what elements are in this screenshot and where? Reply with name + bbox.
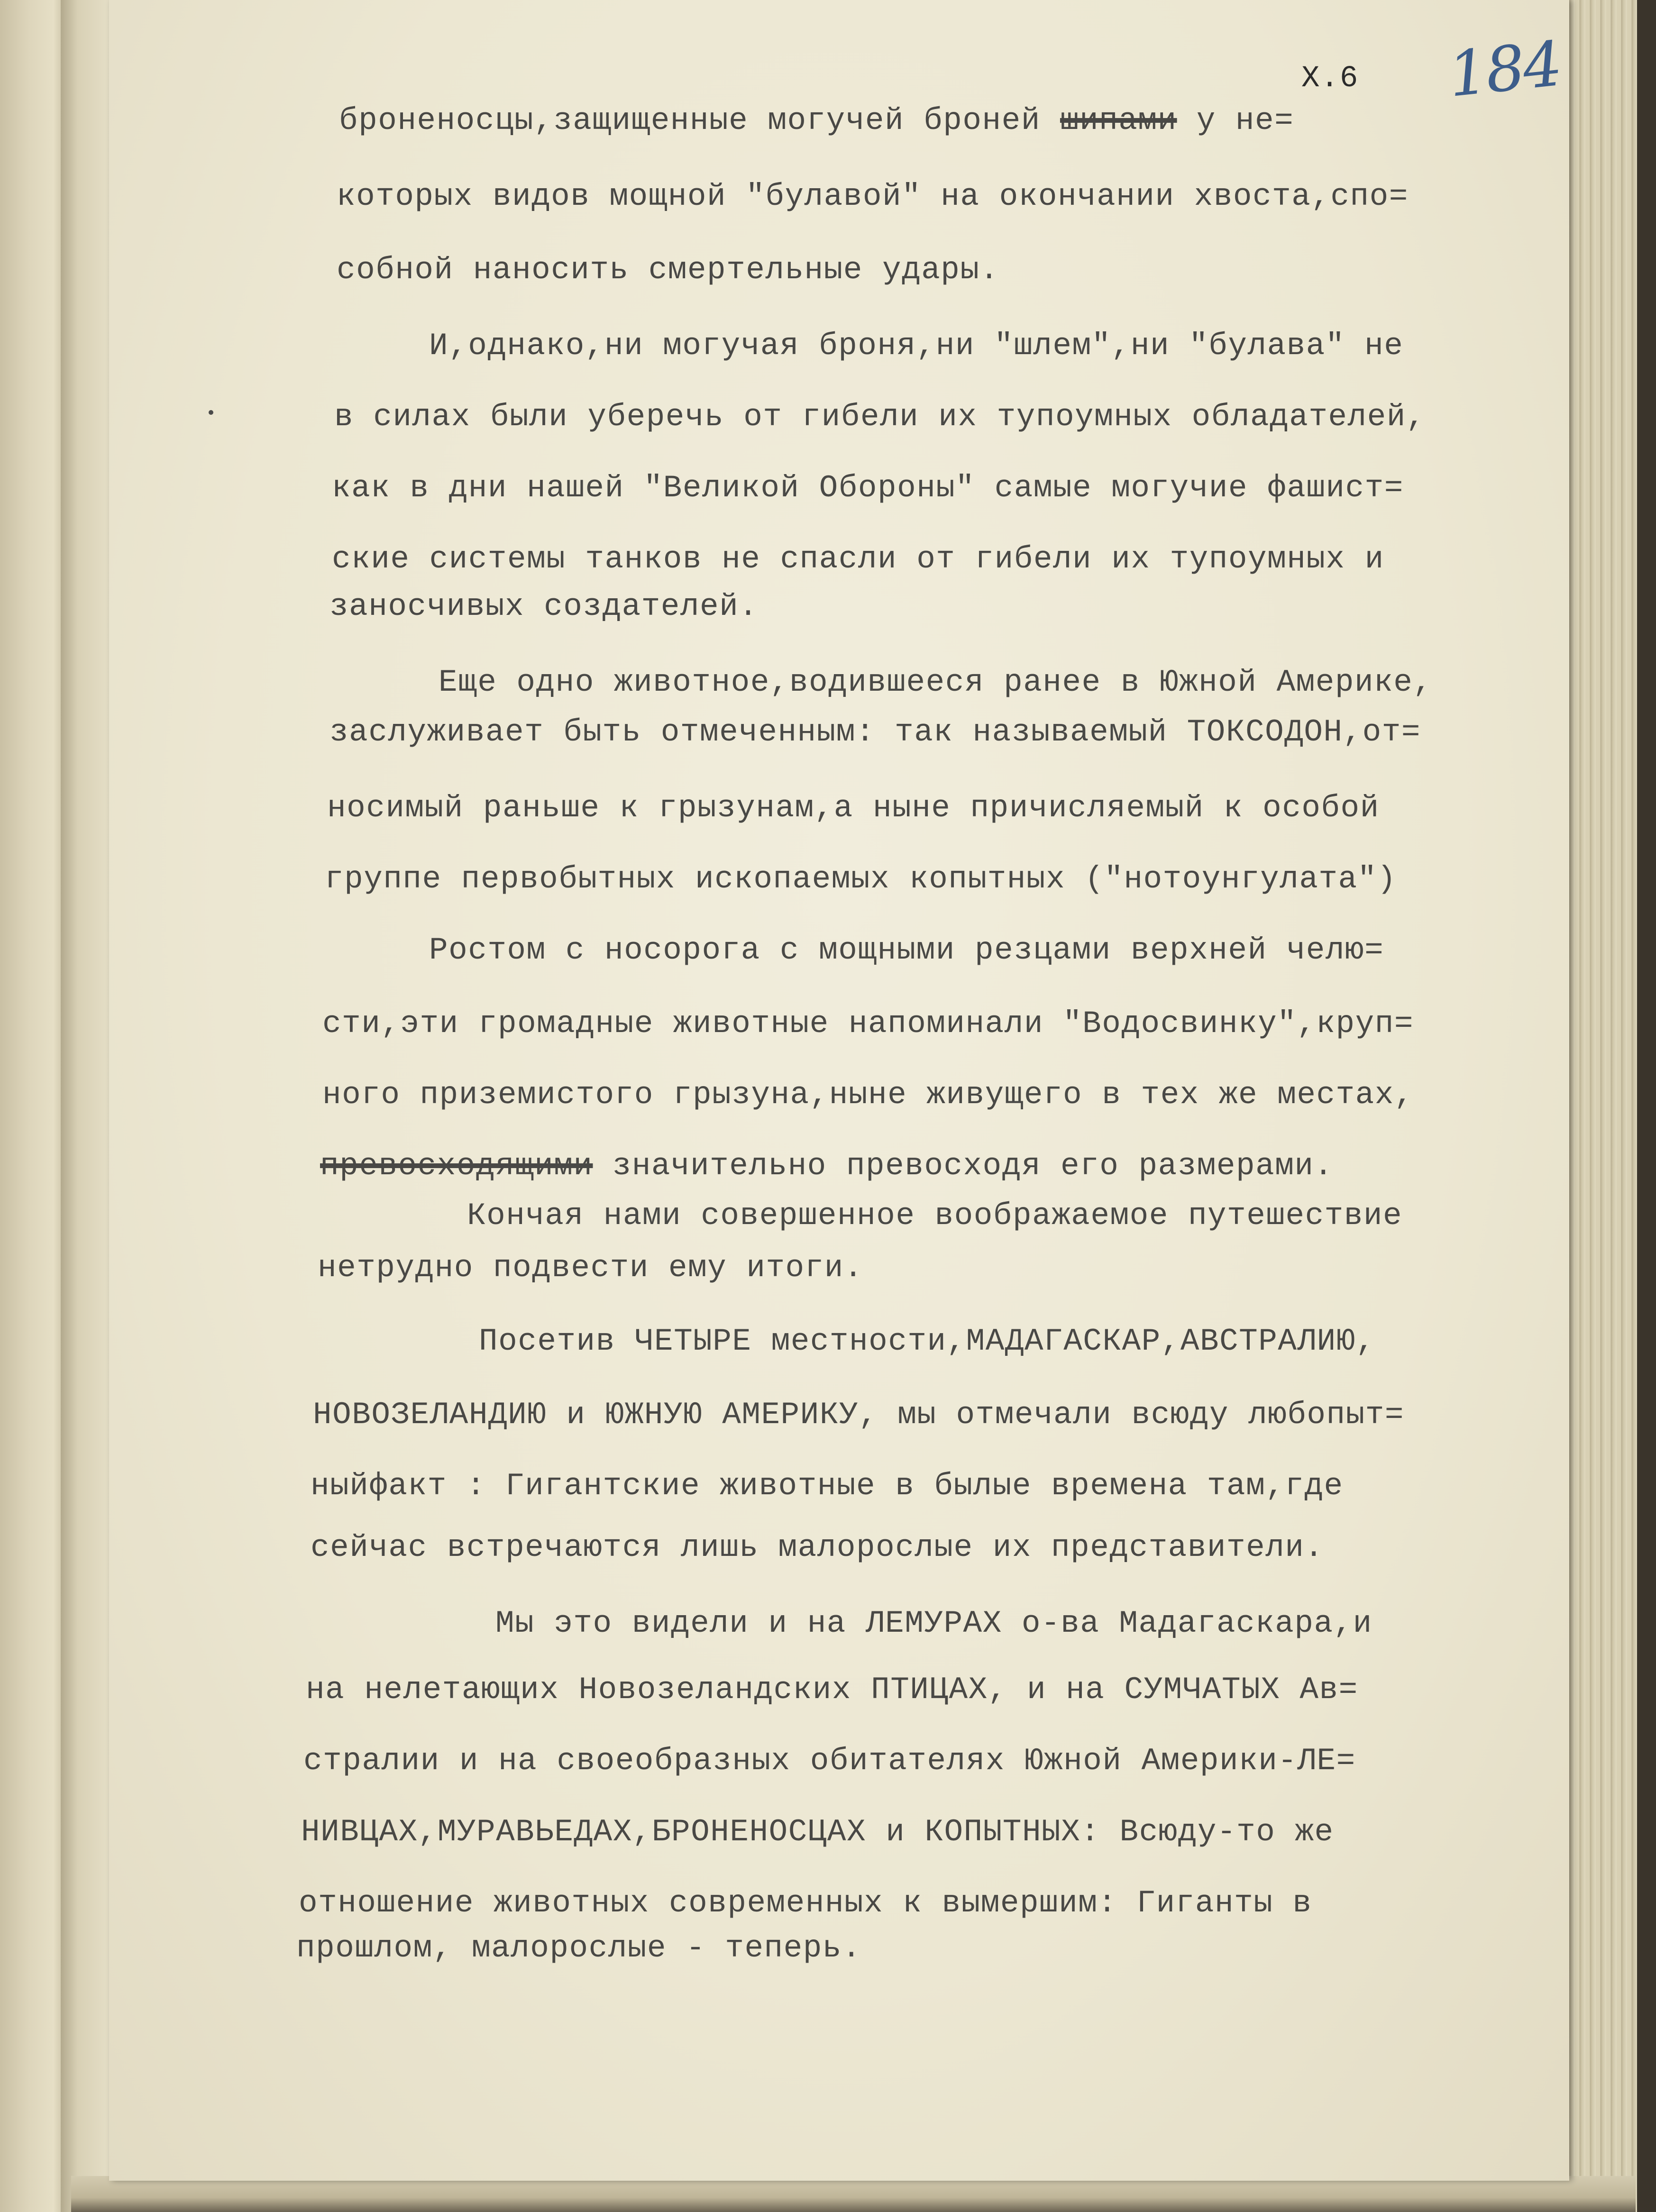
text-line-15: ного приземистого грызуна,ныне живущего в тех же местах, — [322, 1077, 1414, 1113]
text-line-2: которых видов мощной "булавой" на окончании хвоста,спо= — [337, 179, 1409, 214]
text-line-1: броненосцы,защищенные могучей броней шипами у не= — [339, 103, 1294, 138]
text-line-14: сти,эти громадные животные напоминали "Водосвинку",круп= — [322, 1006, 1414, 1042]
text-line-24: на нелетающих Новозеландских ПТИЦАХ, и на СУМЧАТЫХ Ав= — [306, 1672, 1358, 1708]
struck-word: шипами — [1060, 103, 1177, 138]
text-line-11: носимый раньше к грызунам,а ныне причисляемый к особой — [327, 790, 1380, 826]
text-line-28: прошлом, малорослые - теперь. — [296, 1930, 862, 1966]
text-line-9: Еще одно животное,водившееся ранее в Южной Америке, — [439, 665, 1433, 700]
text-line-16 — [320, 1147, 1334, 1185]
text-line-21: ныйфакт : Гигантские животные в былые времена там,где — [311, 1468, 1344, 1504]
text-line-26: НИВЦАХ,МУРАВЬЕДАХ,БРОНЕНОСЦАХ и КОПЫТНЫХ: Всюду-то же — [301, 1814, 1334, 1850]
text-line-10: заслуживает быть отмеченным: так называемый ТОКСОДОН,от= — [329, 714, 1421, 750]
text-line-19: Посетив ЧЕТЫРЕ местности,МАДАГАСКАР,АВСТРАЛИЮ, — [479, 1324, 1375, 1359]
struck-word: превосходящими — [320, 1148, 593, 1184]
text-line-16-rest: значительно превосходя его размерами. — [612, 1148, 1334, 1184]
page-code: X.6 — [1301, 62, 1359, 96]
text-line-20: НОВОЗЕЛАНДИЮ и ЮЖНУЮ АМЕРИКУ, мы отмечали всюду любопыт= — [313, 1397, 1404, 1433]
text-line-13: Ростом с носорога с мощными резцами верхней челю= — [429, 932, 1384, 968]
text-line-6: как в дни нашей "Великой Обороны" самые могучие фашист= — [332, 470, 1404, 506]
text-line-18: нетрудно подвести ему итоги. — [318, 1250, 863, 1286]
text-line-3: собной наносить смертельные удары. — [337, 252, 999, 288]
text-line-22: сейчас встречаются лишь малорослые их представители. — [311, 1530, 1324, 1565]
text-line-25: стралии и на своеобразных обитателях Южной Америки-ЛЕ= — [303, 1743, 1356, 1779]
text-line-7: ские системы танков не спасли от гибели их тупоумных и — [332, 541, 1384, 577]
text-line-8: заносчивых создателей. — [329, 589, 759, 624]
handwritten-page-number: 184 — [1445, 27, 1564, 111]
text-line-27: отношение животных современных к вымершим: Гиганты в — [299, 1885, 1312, 1921]
text-line-12: группе первобытных ископаемых копытных ("нотоунгулата") — [325, 861, 1397, 897]
text-line-4: И,однако,ни могучая броня,ни "шлем",ни "булава" не — [429, 328, 1404, 364]
text-line-5: в силах были уберечь от гибели их тупоумных обладателей, — [334, 399, 1426, 435]
text-line-23: Мы это видели и на ЛЕМУРАХ о-ва Мадагаскара,и — [495, 1606, 1372, 1641]
text-line-17: Кончая нами совершенное воображаемое путешествие — [467, 1198, 1403, 1234]
